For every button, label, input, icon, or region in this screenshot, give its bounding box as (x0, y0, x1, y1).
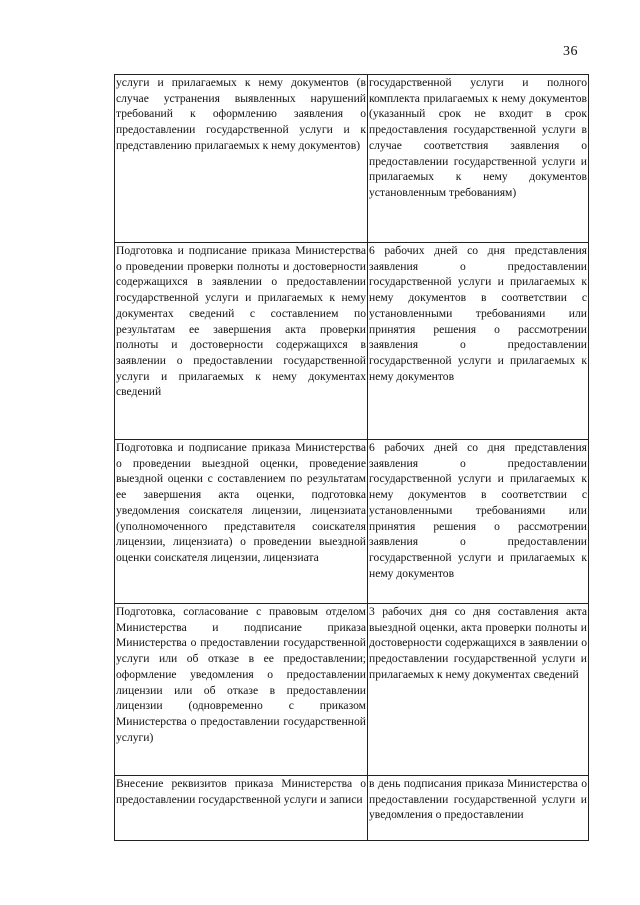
deadline-cell: 6 рабочих дней со дня представления заявления о предоставлении государственной услуги и прилагаемых к нему документов в соответствии с установленными требованиями или принятия решения о рассмотрении заявления о предоставлении государственной услуги и прилагаемых к нему документов (368, 243, 589, 440)
page-number: 36 (563, 44, 578, 59)
procedure-cell: Подготовка, согласование с правовым отделом Министерства и подписание приказа Министерства о предоставлении государственной услуги или об отказе в ее предоставлении; оформление уведомления о предоставлении лицензии или об отказе в предоставлении лицензии (одновременно с приказом Министерства о предоставлении государственной услуги) (115, 604, 368, 776)
deadline-cell: 3 рабочих дня со дня составления акта выездной оценки, акта проверки полноты и достоверности содержащихся в заявлении о предоставлении государственной услуги и прилагаемых к нему документах сведений (368, 604, 589, 776)
procedure-cell: Подготовка и подписание приказа Министерства о проведении выездной оценки, проведение выездной оценки с составлением по результатам ее завершения акта оценки, подготовка уведомления соискателя лицензии, лицензиата (уполномоченного представителя соискателя лицензии, лицензиата) о проведении выездной оценки соискателя лицензии, лицензиата (115, 440, 368, 604)
table-row (115, 604, 589, 776)
deadline-cell: 6 рабочих дней со дня представления заявления о предоставлении государственной услуги и прилагаемых к нему документов в соответствии с установленными требованиями или принятия решения о рассмотрении заявления о предоставлении государственной услуги и прилагаемых к нему документов (368, 440, 589, 604)
procedure-cell: Внесение реквизитов приказа Министерства о предоставлении государственной услуги и записи (115, 776, 368, 841)
table-row (115, 243, 589, 440)
deadline-cell: государственной услуги и полного комплекта прилагаемых к нему документов (указанный срок не входит в срок предоставления государственной услуги в случае соответствия заявления о предоставлении государственной услуги и прилагаемых к нему документов установленным требованиям) (368, 75, 589, 243)
table-row (115, 776, 589, 841)
table-row (115, 440, 589, 604)
procedure-cell: Подготовка и подписание приказа Министерства о проведении проверки полноты и достоверности содержащихся в заявлении о предоставлении государственной услуги и прилагаемых к нему документах сведений с составлением по результатам ее завершения акта проверки полноты и достоверности содержащихся в заявлении о предоставлении государственной услуги и прилагаемых к нему документах сведений (115, 243, 368, 440)
procedure-timing-table (114, 74, 589, 841)
procedure-cell: услуги и прилагаемых к нему документов (в случае устранения выявленных нарушений требований к оформлению заявления о предоставлении государственной услуги и к представлению прилагаемых к нему документов) (115, 75, 368, 243)
deadline-cell: в день подписания приказа Министерства о предоставлении государственной услуги и уведомления о предоставлении (368, 776, 589, 841)
table-row (115, 75, 589, 243)
